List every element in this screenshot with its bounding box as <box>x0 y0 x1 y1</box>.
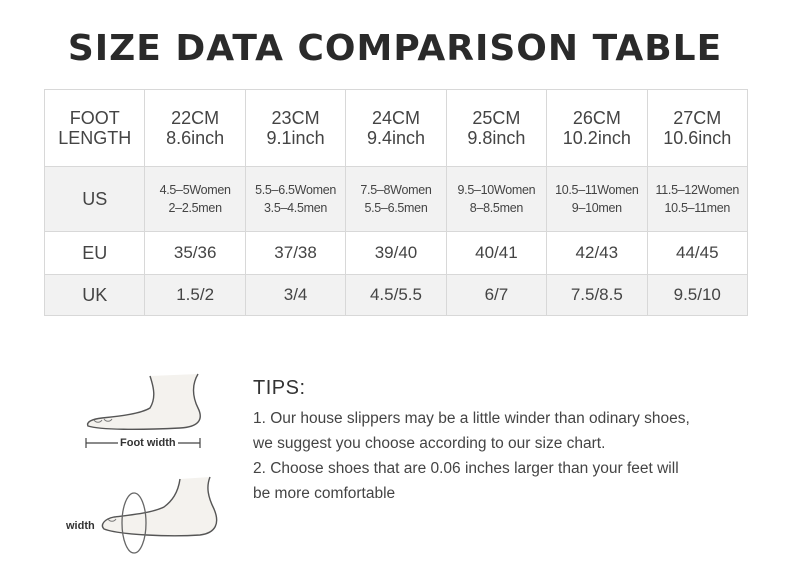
us-size-cell <box>647 167 747 232</box>
cm-value: 22CM <box>171 108 220 128</box>
eu-size-cell: 37/38 <box>245 232 345 275</box>
us-size-cell <box>145 167 245 232</box>
us-men: 5.5–6.5men <box>364 201 428 215</box>
row-label-us: US <box>45 167 145 232</box>
size-comparison-table <box>44 89 748 316</box>
cm-value: 23CM <box>271 108 320 128</box>
row-label-eu: EU <box>45 232 145 275</box>
us-size-cell <box>245 167 345 232</box>
tips-title: TIPS: <box>253 377 306 399</box>
tips-line: 1. Our house slippers may be a little winder than odinary shoes, <box>253 410 690 427</box>
us-women: 7.5–8Women <box>360 183 432 197</box>
uk-size-cell: 9.5/10 <box>647 275 747 316</box>
us-size-cell <box>547 167 647 232</box>
table-row-us <box>45 167 748 232</box>
size-header-cell <box>547 90 647 167</box>
row-label-uk: UK <box>45 275 145 316</box>
uk-size-cell: 3/4 <box>245 275 345 316</box>
cm-value: 27CM <box>673 108 722 128</box>
foot-width-illustration <box>60 475 230 560</box>
cm-value: 25CM <box>472 108 521 128</box>
us-size-cell <box>446 167 546 232</box>
header-label-line: LENGTH <box>58 128 132 148</box>
header-label-cell <box>45 90 145 167</box>
inch-value: 9.4inch <box>366 128 425 148</box>
us-women: 5.5–6.5Women <box>255 183 337 197</box>
us-women: 11.5–12Women <box>655 183 740 197</box>
table-row-uk <box>45 275 748 316</box>
uk-size-cell: 1.5/2 <box>145 275 245 316</box>
inch-value: 9.8inch <box>467 128 526 148</box>
tips-line: we suggest you choose according to our size chart. <box>253 435 606 452</box>
eu-size-cell: 42/43 <box>547 232 647 275</box>
tips-line: be more comfortable <box>253 485 396 502</box>
size-header-cell <box>346 90 446 167</box>
eu-size-cell: 35/36 <box>145 232 245 275</box>
tips-section <box>253 377 733 506</box>
inch-value: 10.2inch <box>562 128 631 148</box>
size-header-cell <box>647 90 747 167</box>
us-men: 10.5–11men <box>664 201 731 215</box>
cm-value: 24CM <box>371 108 420 128</box>
us-men: 2–2.5men <box>168 201 222 215</box>
cm-value: 26CM <box>572 108 621 128</box>
width-label: width <box>66 520 95 532</box>
uk-size-cell: 4.5/5.5 <box>346 275 446 316</box>
size-header-cell <box>145 90 245 167</box>
uk-size-cell: 7.5/8.5 <box>547 275 647 316</box>
inch-value: 10.6inch <box>663 128 732 148</box>
us-size-cell <box>346 167 446 232</box>
table-row-foot-length <box>45 90 748 167</box>
us-women: 9.5–10Women <box>457 183 536 197</box>
size-header-cell <box>245 90 345 167</box>
table-row-eu <box>45 232 748 275</box>
us-men: 9–10men <box>571 201 622 215</box>
foot-width-label: Foot width <box>120 437 176 449</box>
page-title: SIZE DATA COMPARISON TABLE <box>67 28 723 69</box>
us-women: 4.5–5Women <box>159 183 231 197</box>
eu-size-cell: 40/41 <box>446 232 546 275</box>
inch-value: 9.1inch <box>266 128 325 148</box>
eu-size-cell: 44/45 <box>647 232 747 275</box>
us-men: 8–8.5men <box>469 201 523 215</box>
eu-size-cell: 39/40 <box>346 232 446 275</box>
tips-line: 2. Choose shoes that are 0.06 inches larger than your feet will <box>253 460 679 477</box>
size-header-cell <box>446 90 546 167</box>
inch-value: 8.6inch <box>166 128 225 148</box>
header-label-line: FOOT <box>69 108 120 128</box>
us-men: 3.5–4.5men <box>264 201 328 215</box>
us-women: 10.5–11Women <box>555 183 639 197</box>
uk-size-cell: 6/7 <box>446 275 546 316</box>
